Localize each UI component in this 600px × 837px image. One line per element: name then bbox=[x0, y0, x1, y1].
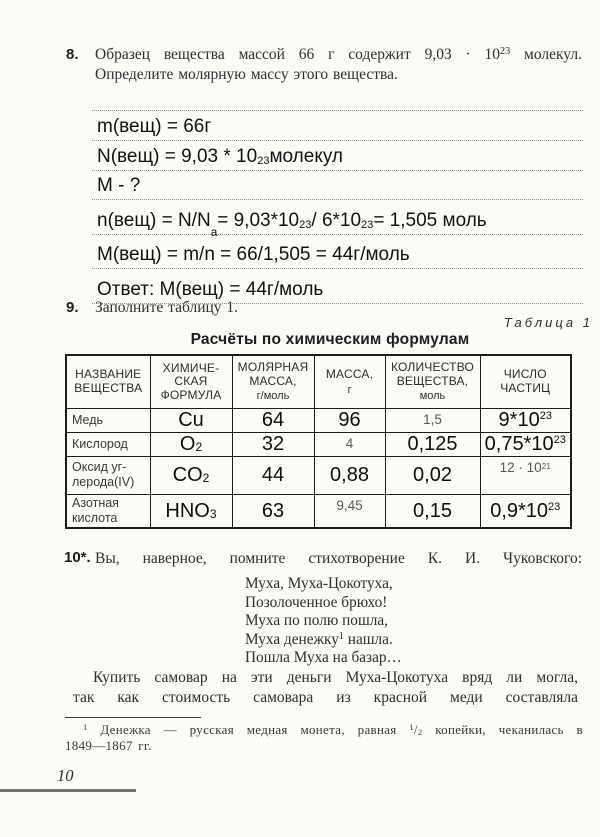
table-cell: $0,9*10^{23}$ bbox=[480, 494, 571, 528]
poem-line: Муха денежку$^1$ нашла. bbox=[245, 630, 393, 648]
footnote-line: 1849—1867 гг. bbox=[65, 738, 152, 753]
table-cell: 32 bbox=[232, 432, 314, 456]
column-header-unit: г bbox=[347, 383, 352, 396]
table-cell: 64 bbox=[232, 408, 314, 432]
footnote-line: $^1$ Денежка — русская медная монета, равная $^1$/2 копейки, чеканилась в bbox=[83, 722, 583, 738]
column-header-line: ХИМИЧЕ- bbox=[162, 360, 220, 375]
task-10-paragraph bbox=[73, 668, 578, 707]
task-8-text-line: Определите молярную массу этого вещества. bbox=[95, 66, 398, 83]
table-label: Таблица 1 bbox=[503, 315, 593, 330]
table-cell: Оксид уг- лерода(IV) bbox=[66, 456, 150, 494]
table-header-row bbox=[66, 355, 571, 408]
task-8-text-line: Образец вещества массой 66 г содержит $9,03 \cdot 10^{23}$ молекул. bbox=[95, 46, 582, 63]
table-cell: $0,75*10^{23}$ bbox=[480, 432, 571, 456]
column-header-line: ЧИСЛО bbox=[503, 367, 547, 382]
table-row bbox=[66, 432, 571, 456]
table-cell: 12 · 1021 bbox=[480, 456, 571, 494]
page-number: 10 bbox=[57, 766, 74, 785]
poem-line: Муха, Муха-Цокотуха, bbox=[245, 575, 393, 592]
column-header-line: ФОРМУЛА bbox=[160, 387, 222, 402]
poem-line: Муха по полю пошла, bbox=[245, 612, 388, 630]
column-header-line: СКАЯ bbox=[174, 374, 208, 388]
table-cell: 96 bbox=[314, 408, 385, 432]
table-cell: HNO3 bbox=[150, 494, 232, 528]
task-8-text bbox=[95, 45, 582, 85]
footnote bbox=[65, 722, 583, 754]
table-cell: Cu bbox=[150, 408, 232, 432]
footnote-divider bbox=[65, 717, 201, 718]
column-header bbox=[480, 355, 571, 408]
answer-line: N(вещ) = 9,03 * 10 23 молекул bbox=[92, 141, 583, 171]
table-cell: Азотная кислота bbox=[66, 494, 150, 528]
poem-line: Позолоченное брюхо! bbox=[245, 593, 388, 611]
table-title: Расчёты по химическим формулам bbox=[190, 331, 470, 348]
table-cell: 0,15 bbox=[385, 494, 480, 528]
column-header bbox=[232, 355, 314, 408]
task-10-intro: Вы, наверное, помните стихотворение К. И. Чуковского: bbox=[95, 550, 582, 567]
table-cell: 44 bbox=[232, 456, 314, 494]
column-header bbox=[150, 355, 232, 408]
poem bbox=[245, 575, 402, 668]
answer-line: n(вещ) = N/N а = 9,03*10 23 / 6*10 23 = 1,505 моль bbox=[92, 200, 583, 235]
table-cell: Медь bbox=[66, 408, 150, 432]
paragraph-line: Купить самовар на эти деньги Муха-Цокотуха вряд ли могла, bbox=[93, 669, 578, 686]
answer-line: m(вещ) = 66г bbox=[92, 111, 583, 141]
column-header-line: МОЛЯРНАЯ bbox=[237, 360, 309, 375]
column-header-line: НАЗВАНИЕ bbox=[75, 367, 142, 382]
column-header-unit: моль bbox=[419, 390, 446, 403]
table-row bbox=[66, 456, 571, 494]
table-cell: 9,45 bbox=[314, 494, 385, 528]
column-header-line: КОЛИЧЕСТВО bbox=[390, 360, 475, 375]
table-cell: 0,02 bbox=[385, 456, 480, 494]
table-cell: 63 bbox=[232, 494, 314, 528]
table-cell: Кислород bbox=[66, 432, 150, 456]
table-cell: O2 bbox=[150, 432, 232, 456]
table-cell: CO2 bbox=[150, 456, 232, 494]
task-8-answer-area bbox=[92, 110, 583, 304]
table-cell: 0,88 bbox=[314, 456, 385, 494]
task-10-number: 10*. bbox=[64, 549, 91, 566]
task-8-number: 8. bbox=[66, 46, 79, 63]
table-cell: 1,5 bbox=[385, 408, 480, 432]
column-header bbox=[66, 355, 150, 408]
paragraph-line: так как стоимость самовара из красной меди составляла bbox=[73, 688, 578, 706]
column-header-line: МАССА, bbox=[249, 373, 297, 388]
task-9-number: 9. bbox=[66, 299, 79, 316]
answer-line: Ответ: M(вещ) = 44г/моль bbox=[92, 269, 583, 304]
task-9-text: Заполните таблицу 1. bbox=[95, 299, 239, 316]
table-row bbox=[66, 494, 571, 528]
column-header bbox=[314, 355, 385, 408]
table-cell: 0,125 bbox=[385, 432, 480, 456]
poem-line: Пошла Муха на базар… bbox=[245, 649, 402, 667]
answer-line: M - ? bbox=[92, 171, 583, 200]
page-number-rule bbox=[0, 789, 136, 792]
column-header-line: ВЕЩЕСТВА, bbox=[396, 373, 469, 388]
column-header bbox=[385, 355, 480, 408]
answer-line: M(вещ) = m/n = 66/1,505 = 44г/моль bbox=[92, 235, 583, 269]
column-header-line: МАССА, bbox=[325, 367, 374, 381]
column-header-line: ЧАСТИЦ bbox=[500, 380, 551, 395]
column-header-unit: г/моль bbox=[256, 390, 290, 403]
chem-formulas-table bbox=[65, 354, 572, 529]
table-cell: $9*10^{23}$ bbox=[480, 408, 571, 432]
column-header-line: ВЕЩЕСТВА bbox=[74, 380, 143, 395]
table-cell: 4 bbox=[314, 432, 385, 456]
table-row bbox=[66, 408, 571, 432]
